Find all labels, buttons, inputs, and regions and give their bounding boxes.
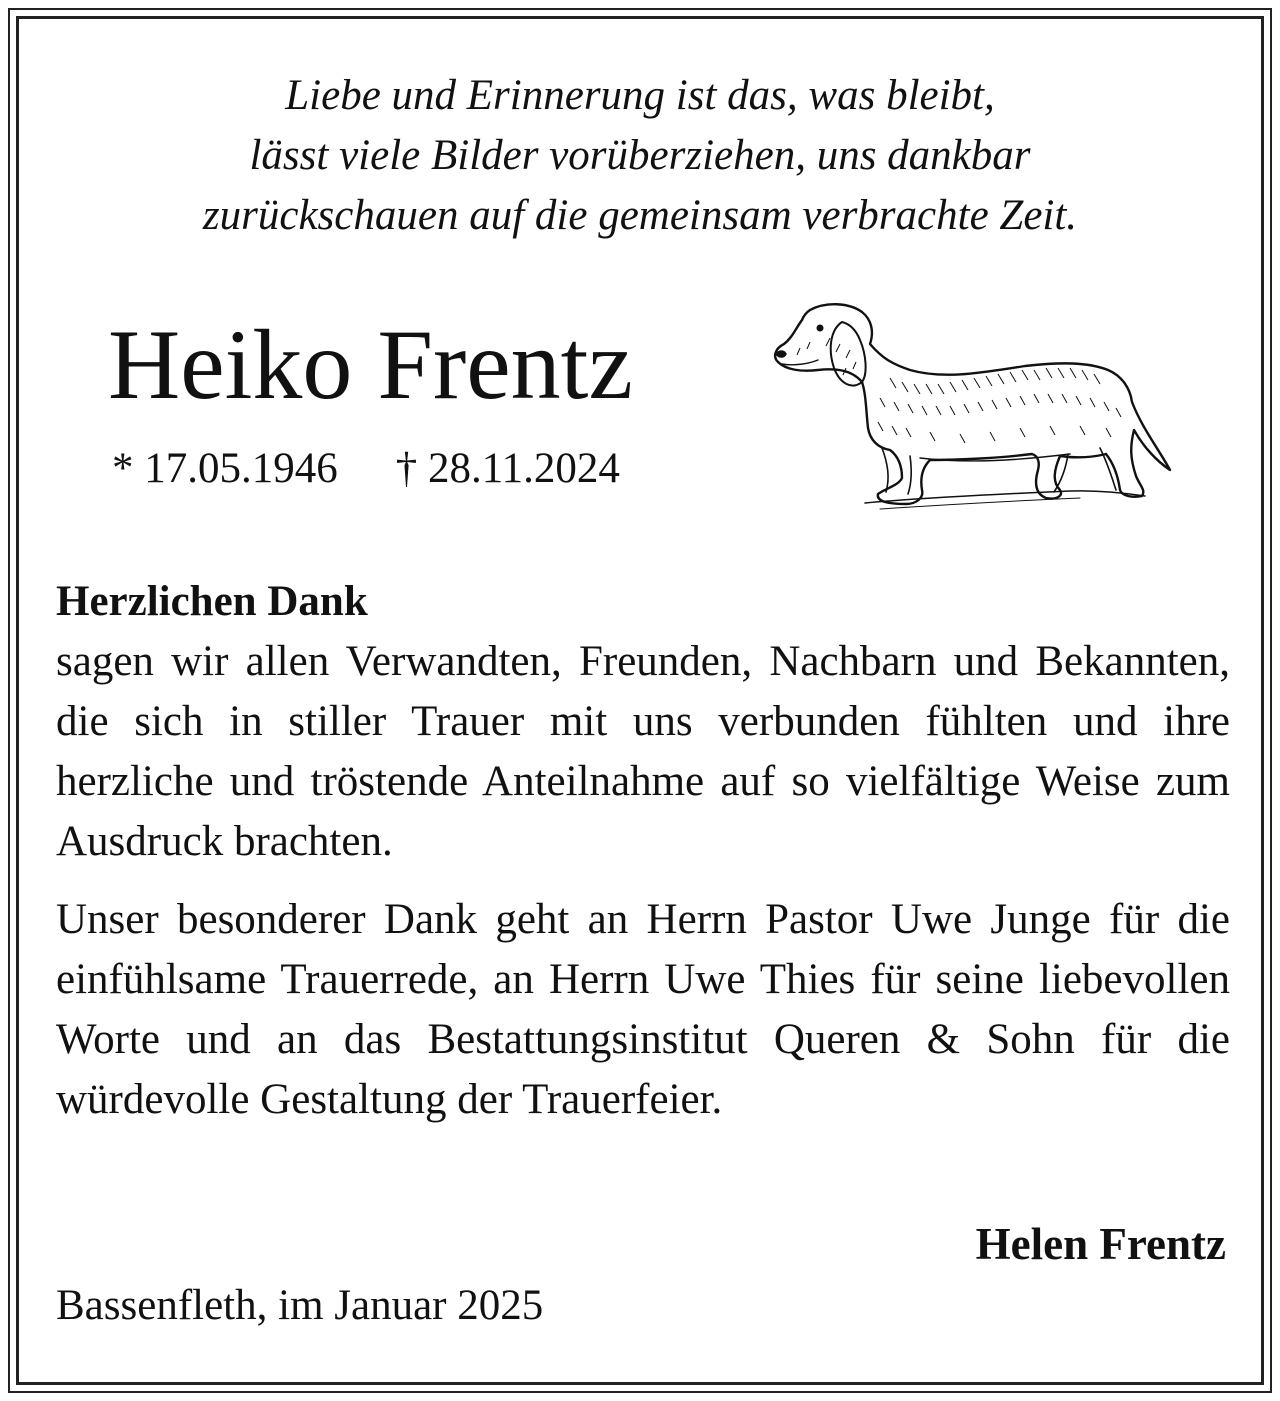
poem-line: Liebe und Erinnerung ist das, was bleibt, <box>285 72 995 119</box>
poem-line: lässt viele Bilder vorüberziehen, uns dankbar <box>249 132 1031 179</box>
special-thanks-paragraph: Unser besonderer Dank geht an Herrn Pastor Uwe Junge für die einfühlsame Trauerrede, an Herrn Uwe Thies für seine liebevollen Worte und an das Bestattungsinstitut Queren & Sohn für die würdevolle Gestaltung der Trauerfeier. <box>56 896 1230 1123</box>
thanks-heading: Herzlichen Dank <box>56 578 368 625</box>
life-dates <box>112 444 620 494</box>
place-date: Bassenfleth, im Januar 2025 <box>56 1282 544 1329</box>
signature: Helen Frentz <box>975 1219 1226 1269</box>
deceased-name: Heiko Frentz <box>108 309 633 420</box>
memorial-poem <box>40 66 1240 246</box>
thanks-section <box>56 572 1230 1130</box>
birth-date: * 17.05.1946 <box>112 445 338 492</box>
dachshund-illustration <box>770 298 1180 520</box>
thanks-paragraph: sagen wir allen Verwandten, Freunden, Nachbarn und Bekannten, die sich in stiller Trauer mit uns verbunden fühlten und ihre herzliche und tröstende Anteilnahme auf so vielfältige Weise zum Ausdruck brachten. <box>56 638 1230 865</box>
poem-line: zurückschauen auf die gemeinsam verbrachte Zeit. <box>202 192 1078 239</box>
death-date: † 28.11.2024 <box>395 445 620 492</box>
